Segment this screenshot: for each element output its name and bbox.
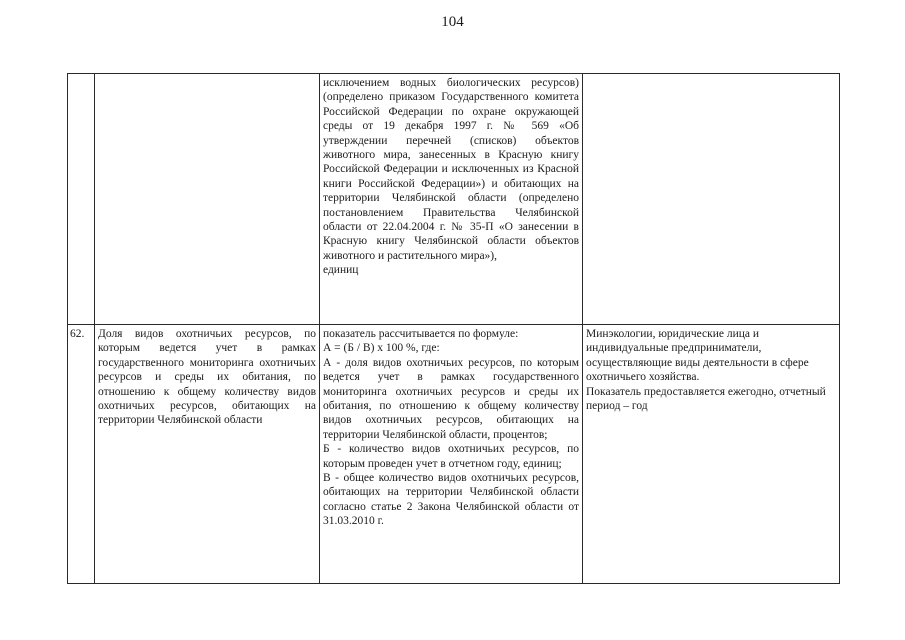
method-intro: показатель рассчитывается по формуле: — [323, 328, 519, 340]
method-cell — [320, 325, 583, 584]
table-row — [68, 74, 840, 325]
method-unit: единиц — [323, 264, 359, 277]
method-var-c: В - общее количество видов охотничьих ресурсов, обитающих на территории Челябинской области согласно статье 2 Закона Челябинской области от 31.03.2010 г. — [323, 472, 579, 528]
responsible-cell — [583, 325, 840, 584]
method-formula: А = (Б / В) х 100 %, где: — [323, 342, 440, 355]
reporting-period: Показатель предоставляется ежегодно, отчетный период – год — [586, 385, 826, 413]
method-var-b: Б - количество видов охотничьих ресурсов, по которым проведен учет в отчетном году, единиц; — [323, 443, 579, 470]
indicator-name-cell: Доля видов охотничьих ресурсов, по которым ведется учет в рамках государственного мониторинга охотничьих ресурсов и среды их обитания, по отношению к общему количеству видов охотничьих ресурсов, обитающих на территории Челябинской области — [95, 325, 320, 584]
responsible-cell — [583, 74, 840, 325]
method-cell — [320, 74, 583, 325]
indicator-name-cell — [95, 74, 320, 325]
responsible-who: Минэкологии, юридические лица и индивидуальные предприниматели, осуществляющие виды деятельности в сфере охотничьего хозяйства. — [586, 328, 809, 384]
indicator-table — [67, 73, 840, 584]
row-number-cell — [68, 74, 95, 325]
method-text: исключением водных биологических ресурсов) (определено приказом Государственного комитета Российской Федерации по охране окружающей среды от 19 декабря 1997 г. № 569 «Об утверждении перечней (списков) объектов животного мира, занесенных в Красную книгу Российской Федерации и исключенных из Красной книги Российской Федерации») и обитающих на территории Челябинской области (определено постановлением Правительства Челябинской области от 22.04.2004 г. № 35-П «О занесении в Красную книгу Челябинской области объектов животного и растительного мира»), — [323, 77, 579, 262]
page-number: 104 — [441, 14, 464, 30]
row-number-cell: 62. — [68, 325, 95, 584]
table-row — [68, 325, 840, 584]
method-var-a: А - доля видов охотничьих ресурсов, по которым ведется учет в рамках государственного мониторинга охотничьих ресурсов и среды их обитания, по отношению к общему количеству видов охотничьих ресурсов, обитающих на территории Челябинской области, процентов; — [323, 356, 579, 441]
